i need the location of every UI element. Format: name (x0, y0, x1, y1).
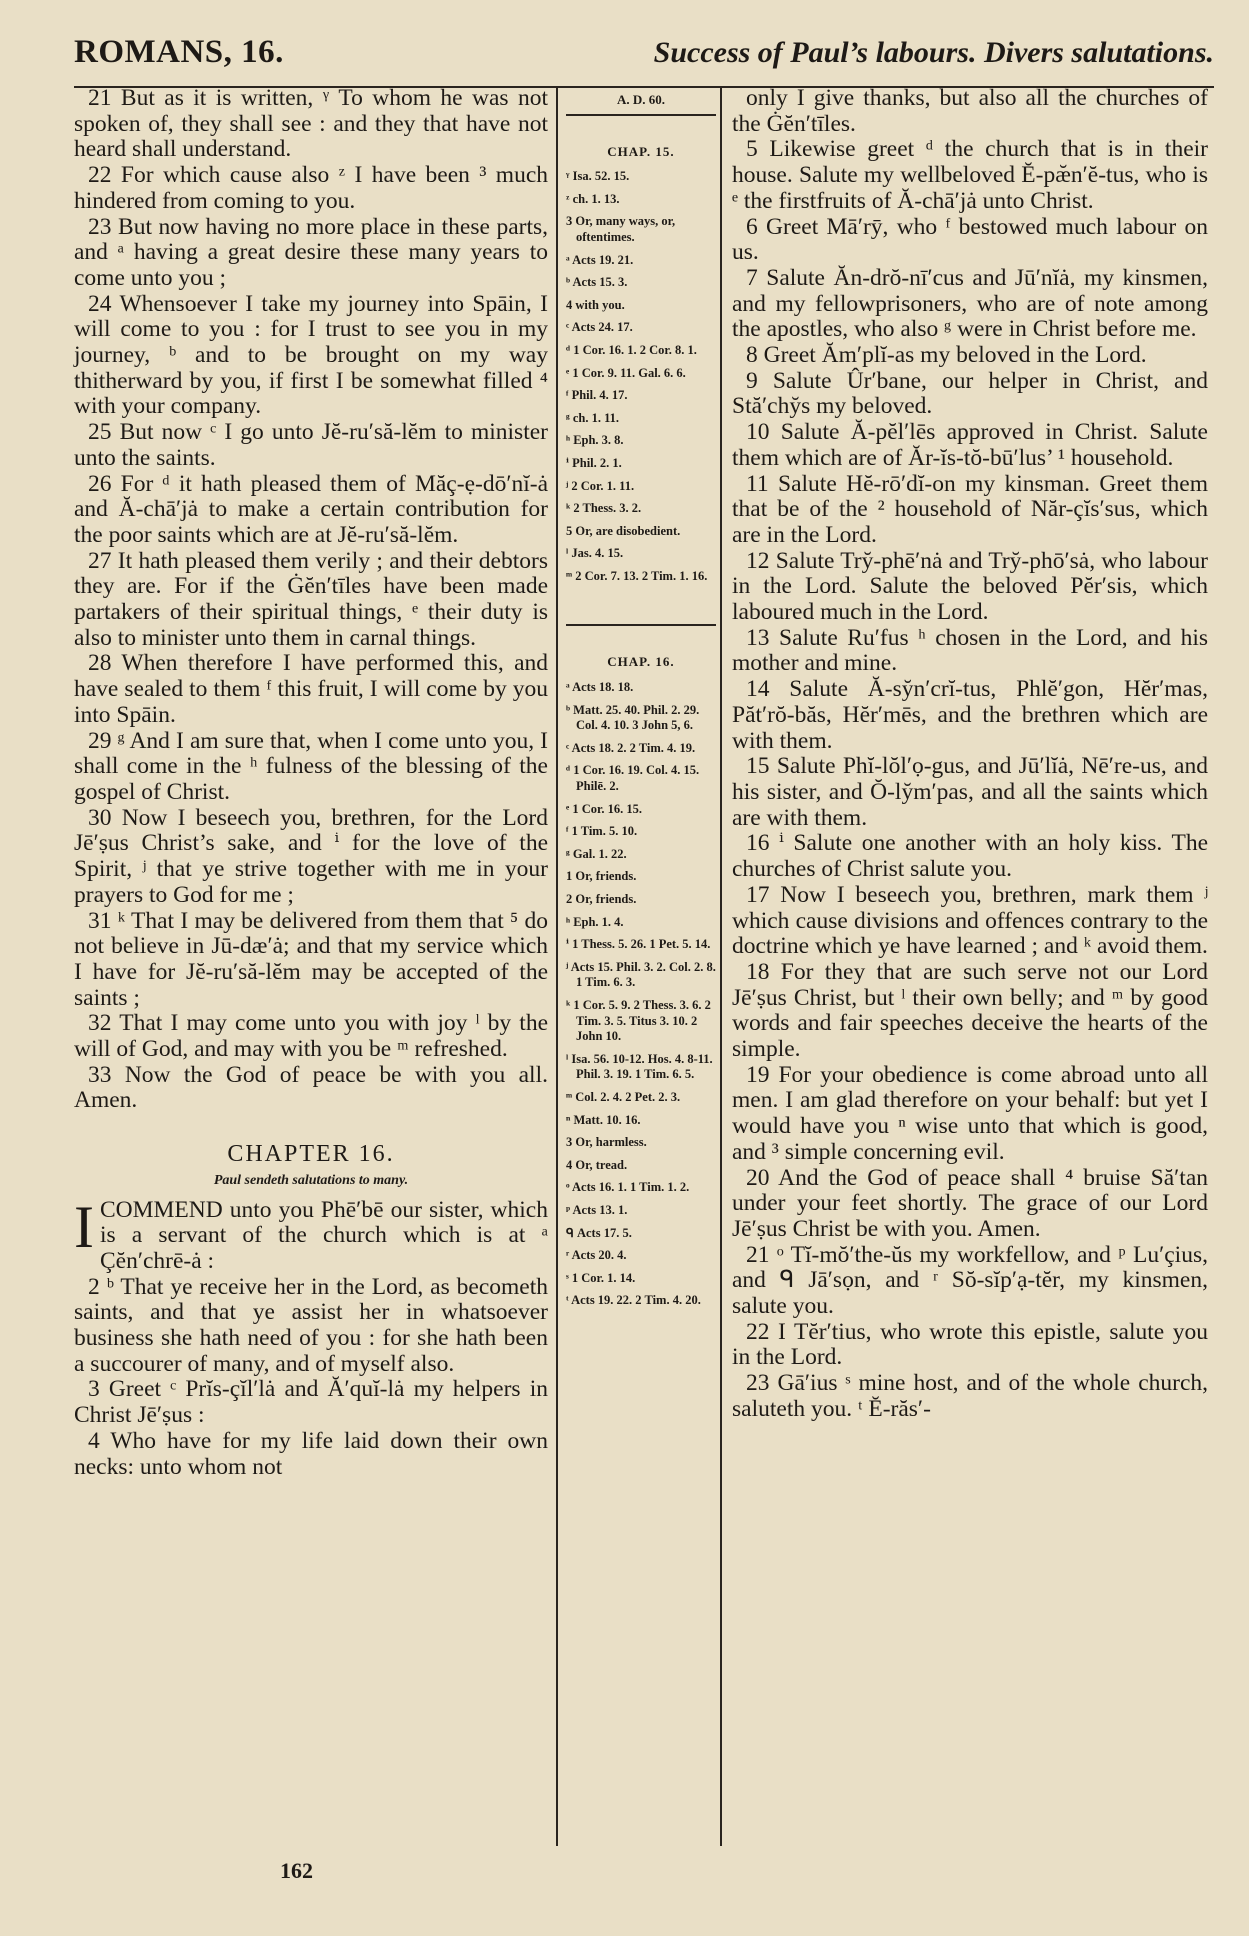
verse: 20 And the God of peace shall ⁴ bruise Să′tan under your feet shortly. The grace of our Lord Jē′ṣus Christ be with you. Amen. (732, 1164, 1208, 1242)
verse: 30 Now I beseech you, brethren, for the Lord Jē′ṣus Christ’s sake, and ⁱ for the love of the Spirit, ʲ that ye strive together with me in your prayers to God for me ; (74, 804, 548, 908)
cross-reference: ʰ Eph. 1. 4. (566, 914, 624, 929)
verse: 27 It hath pleased them verily ; and their debtors they are. For if the Ġĕn′tīles have been made partakers of their spiritual things, ᵉ their duty is also to minister unto them in carnal things. (74, 547, 548, 651)
verse: 11 Salute Hĕ-rō′dĭ-on my kinsman. Greet them that be of the ² household of Năr-çĭs′sus, which are in the Lord. (732, 470, 1208, 548)
verse: 12 Salute Try̆-phē′nȧ and Try̆-phō′sȧ, who labour in the Lord. Salute the beloved Pĕr′sis, which laboured much in the Lord. (732, 547, 1208, 626)
verse: 6 Greet Mā′rȳ, who ᶠ bestowed much labour on us. (732, 213, 1208, 266)
drop-cap: I (74, 1193, 94, 1260)
verse: 21 ᵒ Tĭ-mŏ′the-ŭs my workfellow, and ᵖ Lu′çius, and ᑫ Jā′sọn, and ʳ Sŏ-sĭp′ạ-tĕr, my kinsmen, salute you. (732, 1241, 1208, 1320)
cross-reference: ᶠ Phil. 4. 17. (566, 388, 628, 403)
right-text-column (732, 86, 1208, 1423)
verse-text: COMMEND unto you Phē′bē our sister, which is a servant of the church which is at ᵃ Çĕn′chrē-ȧ : (99, 1196, 548, 1274)
cross-reference: ᵐ Col. 2. 4. 2 Pet. 2. 3. (566, 1089, 681, 1104)
chap-16-refs (566, 680, 716, 1309)
cross-reference: ⁱ 1 Thess. 5. 26. 1 Pet. 5. 14. (566, 937, 711, 952)
verse: 22 For which cause also ᶻ I have been ³ much hindered from coming to you. (74, 162, 548, 214)
verse: 25 But now ᶜ I go unto Jĕ-ru′să-lĕm to minister unto the saints. (74, 419, 548, 471)
cross-reference: ᶜ Acts 24. 17. (566, 320, 633, 335)
verse-16-1 (74, 1193, 548, 1275)
cross-reference: ᵏ 1 Cor. 5. 9. 2 Thess. 3. 6. 2 Tim. 3. 5. Titus 3. 10. 2 John 10. (566, 997, 711, 1044)
page-number: 162 (280, 1858, 313, 1883)
verse: 4 Who have for my life laid down their own necks: unto whom not (74, 1427, 548, 1480)
cross-reference: ʳ Acts 20. 4. (566, 1248, 627, 1263)
cross-reference: ᵃ Acts 18. 18. (566, 680, 634, 695)
chapter-16-verses-right (732, 86, 1208, 1423)
cross-reference: ᵍ Gal. 1. 22. (566, 846, 627, 861)
cross-reference: ᵐ 2 Cor. 7. 13. 2 Tim. 1. 16. (566, 568, 708, 583)
verse: 5 Likewise greet ᵈ the church that is in their house. Salute my wellbeloved Ĕ-pæ̆n′ĕ-tus, who is ᵉ the firstfruits of Ă-chā′jȧ unto Christ. (732, 136, 1208, 214)
cross-reference: ᶻ ch. 1. 13. (566, 191, 620, 206)
cross-reference: ᵏ 2 Thess. 3. 2. (566, 501, 642, 516)
chapter-15-verses (74, 86, 548, 1114)
cross-reference: 1 Or, friends. (566, 869, 637, 884)
cross-reference: 2 Or, friends. (566, 892, 637, 906)
cross-reference: ᵞ Isa. 52. 15. (566, 169, 630, 184)
cross-reference: ᵉ 1 Cor. 9. 11. Gal. 6. 6. (566, 365, 686, 380)
cross-reference: ˡ Jas. 4. 15. (566, 546, 624, 561)
verse: 33 Now the God of peace be with you all. Amen. (74, 1061, 548, 1114)
verse: 29 ᵍ And I am sure that, when I come unto you, I shall come in the ʰ fulness of the blessing of the gospel of Christ. (74, 727, 548, 805)
cross-reference: ᵗ Acts 19. 22. 2 Tim. 4. 20. (566, 1293, 701, 1308)
verse: 8 Greet Ăm′plĭ-as my beloved in the Lord. (746, 342, 1147, 369)
cross-reference: ᵈ 1 Cor. 16. 19. Col. 4. 15. Philē. 2. (566, 763, 700, 794)
verse: 19 For your obedience is come abroad unto all men. I am glad therefore on your behalf: but yet I would have you ⁿ wise unto that which is good, and ³ simple concerning evil. (732, 1061, 1208, 1165)
cross-reference: ᑫ Acts 17. 5. (566, 1225, 632, 1240)
cross-reference: ʲ 2 Cor. 1. 11. (566, 478, 635, 493)
margin-references (566, 88, 716, 1316)
chapter-16-verses-left (74, 1275, 548, 1481)
ref-rule (566, 624, 716, 626)
chapter-summary: Paul sendeth salutations to many. (213, 1172, 409, 1188)
cross-reference: ⁿ Matt. 10. 16. (566, 1112, 641, 1127)
verse: 13 Salute Ru′fus ʰ chosen in the Lord, and his mother and mine. (732, 624, 1208, 677)
cross-reference: 3 Or, many ways, or, oftentimes. (566, 214, 676, 244)
verse: 23 Gā′ius ˢ mine host, and of the whole church, saluteth you. ᵗ Ĕ-răs′- (732, 1370, 1208, 1422)
cross-reference: ᵃ Acts 19. 21. (566, 252, 634, 267)
cross-reference: ⁱ Phil. 2. 1. (566, 455, 622, 470)
verse: 2 ᵇ That ye receive her in the Lord, as becometh saints, and that ye assist her in whatsoever business she hath need of you : for she hath been a succourer of many, and of myself also. (74, 1273, 548, 1377)
chap-15-label: CHAP. 15. (607, 143, 675, 159)
verse: 17 Now I beseech you, brethren, mark them ʲ which cause divisions and offences contrary to the doctrine which ye have learned ; and ᵏ avoid them. (732, 881, 1208, 960)
cross-reference: ᶜ Acts 18. 2. 2 Tim. 4. 19. (566, 740, 696, 755)
cross-reference: 4 with you. (566, 297, 625, 312)
column-divider-left (556, 86, 558, 1846)
cross-reference: ᵒ Acts 16. 1. 1 Tim. 1. 2. (566, 1180, 690, 1195)
year-label: A. D. 60. (616, 92, 666, 107)
verse: 7 Salute Ăn-drŏ-nī′cus and Jū′nĭȧ, my kinsmen, and my fellowprisoners, who are of note among the apostles, who also ᵍ were in Christ before me. (732, 264, 1208, 343)
verse: 28 When therefore I have performed this, and have sealed to them ᶠ this fruit, I will come by you into Spāin. (74, 650, 548, 728)
verse: only I give thanks, but also all the churches of the Ġĕn′tīles. (732, 85, 1208, 137)
cross-reference: ʲ Acts 15. Phil. 3. 2. Col. 2. 8. 1 Tim. 6. 3. (566, 959, 716, 990)
cross-reference: ˡ Isa. 56. 10-12. Hos. 4. 8-11. Phil. 3. 19. 1 Tim. 6. 5. (566, 1051, 713, 1082)
verse: 16 ⁱ Salute one another with an holy kiss. The churches of Christ salute you. (732, 830, 1208, 883)
verse: 23 But now having no more place in these parts, and ᵃ having a great desire these many years to come unto you ; (74, 213, 548, 291)
cross-reference: 4 Or, tread. (566, 1157, 628, 1172)
cross-reference: ᵖ Acts 13. 1. (566, 1202, 628, 1217)
verse: 22 I Tĕr′tius, who wrote this epistle, salute you in the Lord. (732, 1318, 1208, 1371)
verse: 26 For ᵈ it hath pleased them of Măç-ẹ-dō′nĭ-ȧ and Ă-chā′jȧ to make a certain contribution for the poor saints which are at Jĕ-ru′să-lĕm. (74, 470, 548, 548)
cross-reference: ᵇ Matt. 25. 40. Phil. 2. 29. Col. 4. 10. 3 John 5, 6. (566, 702, 700, 733)
cross-reference: ʰ Eph. 3. 8. (566, 433, 624, 448)
verse: 14 Salute Ă-sy̆n′crĭ-tus, Phlĕ′gon, Hĕr′mas, Păt′rŏ-băs, Hĕr′mēs, and the brethren which are with them. (732, 676, 1208, 754)
cross-reference: ᵈ 1 Cor. 16. 1. 2 Cor. 8. 1. (566, 342, 697, 357)
verse: 21 But as it is written, ᵞ To whom he was not spoken of, they shall see : and they that have not heard shall understand. (74, 85, 548, 163)
cross-reference: ᵇ Acts 15. 3. (566, 275, 628, 290)
cross-reference: ᵉ 1 Cor. 16. 15. (566, 801, 643, 816)
verse: 10 Salute Ă-pĕl′lēs approved in Christ. Salute them which are of Ăr-ĭs-tŏ-bū′lus’ ¹ household. (732, 419, 1208, 471)
verse: 3 Greet ᶜ Prĭs-çĭl′lȧ and Ă′quĭ-lȧ my helpers in Christ Jē′ṣus : (74, 1376, 548, 1429)
cross-reference: 5 Or, are disobedient. (566, 523, 681, 538)
page-header (74, 30, 1214, 88)
book-chapter-heading: ROMANS, 16. (74, 34, 284, 70)
chap-15-refs (566, 169, 716, 584)
verse: 31 ᵏ That I may be delivered from them that ⁵ do not believe in Jū-dæ′ȧ; and that my service which I have for Jĕ-ru′să-lĕm may be accepted of the saints ; (74, 907, 548, 1011)
chapter-title: CHAPTER 16. (227, 1141, 395, 1168)
cross-reference: ᶠ 1 Tim. 5. 10. (566, 824, 638, 839)
verse: 15 Salute Phĭ-lŏl′ọ-gus, and Jū′lĭȧ, Nē′re-us, and his sister, and Ŏ-ly̆m′pas, and all the saints which are with them. (732, 753, 1208, 831)
cross-reference: ˢ 1 Cor. 1. 14. (566, 1270, 636, 1285)
verse: 32 That I may come unto you with joy ˡ by the will of God, and may with you be ᵐ refreshed. (74, 1010, 548, 1063)
cross-reference: 3 Or, harmless. (566, 1135, 647, 1150)
cross-reference: ᵍ ch. 1. 11. (566, 410, 620, 425)
verse: 24 Whensoever I take my journey into Spāin, I will come to you : for I trust to see you in my journey, ᵇ and to be brought on my way thitherward by you, if first I be somewhat filled ⁴ with your company. (74, 290, 548, 420)
left-text-column (74, 86, 548, 1480)
running-title: Success of Paul’s labours. Divers salutations. (653, 36, 1214, 69)
verse: 9 Salute Ûr′bane, our helper in Christ, and Stă′chy̆s my beloved. (732, 367, 1208, 420)
chap-16-label: CHAP. 16. (607, 654, 675, 670)
verse: 18 For they that are such serve not our Lord Jē′ṣus Christ, but ˡ their own belly; and ᵐ by good words and fair speeches deceive the hearts of the simple. (732, 958, 1208, 1063)
ref-rule (566, 114, 716, 116)
column-divider-right (720, 86, 722, 1846)
